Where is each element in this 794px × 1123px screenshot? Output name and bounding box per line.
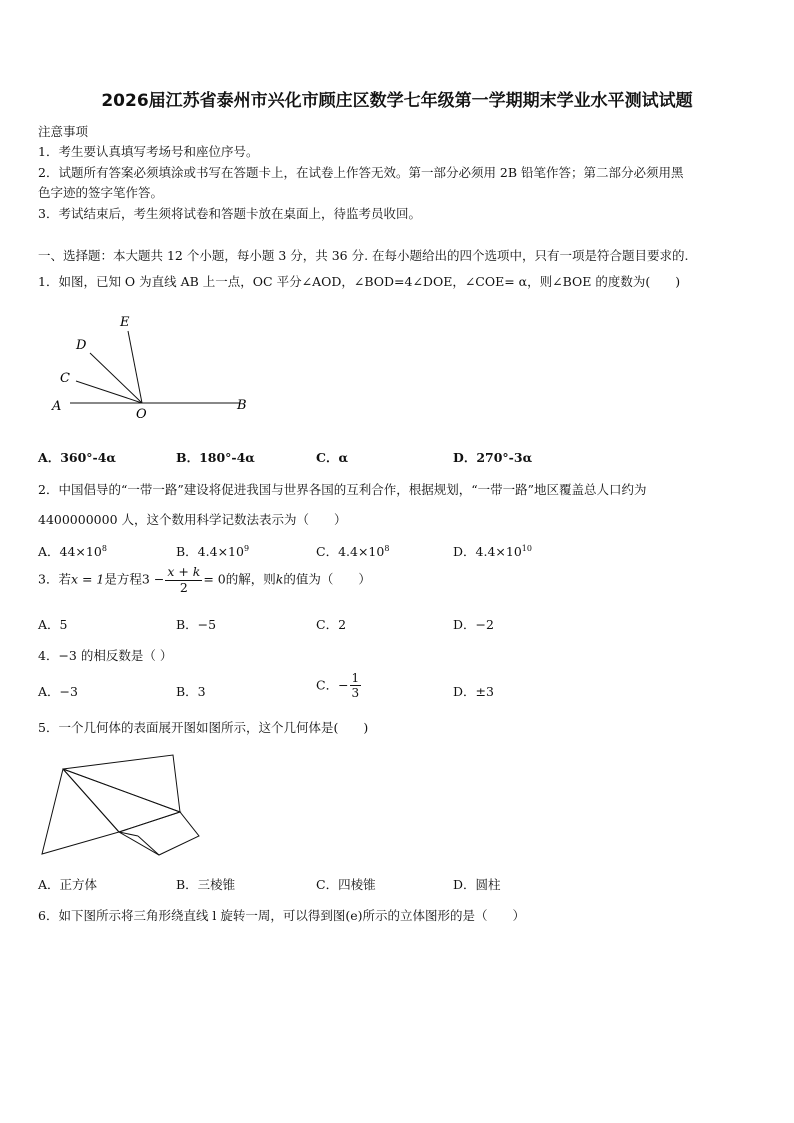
label-D: D — [76, 338, 87, 353]
label-E: E — [120, 315, 130, 330]
q4-fraction: $\frac{1}{3}$ — [351, 671, 360, 700]
q4-option-a[interactable]: A．−3 — [38, 684, 78, 699]
q5-net-diagram — [38, 750, 208, 860]
q3-option-c[interactable]: C．2 — [316, 617, 347, 632]
q1-option-c[interactable]: C．α — [316, 450, 349, 465]
notice-heading: 注意事项 — [38, 124, 89, 139]
q3-option-a[interactable]: A．5 — [38, 617, 68, 632]
q5-option-d[interactable]: D．圆柱 — [453, 877, 501, 892]
q4-option-d[interactable]: D．±3 — [453, 684, 494, 699]
exam-title: 2026届江苏省泰州市兴化市顾庄区数学七年级第一学期期末学业水平测试试题 — [101, 91, 693, 111]
notice-item-2-cont: 色字迹的签字笔作答。 — [38, 185, 164, 200]
label-C: C — [60, 371, 70, 386]
label-O: O — [136, 407, 147, 422]
q5-option-b[interactable]: B．三棱锥 — [176, 877, 236, 892]
q3-fraction: $\frac{x + k}{2}$ — [167, 564, 201, 595]
q4-option-b[interactable]: B．3 — [176, 684, 206, 699]
notice-item-2: 2．试题所有答案必须填涂或书写在答题卡上，在试卷上作答无效。第一部分必须用 2B 铅笔作答；第二部分必须用黑 — [38, 165, 684, 180]
q2-option-a[interactable]: A．$44\times 10^8$ — [38, 543, 107, 559]
q1-angle-diagram — [40, 305, 270, 430]
q2-option-d[interactable]: D．$4.4\times 10^{10}$ — [453, 543, 532, 559]
q2-stem-line2: 4400000000 人，这个数用科学记数法表示为（ ） — [38, 512, 347, 527]
q5-option-c[interactable]: C．四棱锥 — [316, 877, 376, 892]
q3-stem: 3．若x = 1是方程3 − $\frac{x + k}{2}$ = 0的解，则k的值为（ ） — [38, 564, 371, 595]
q6-stem: 6．如下图所示将三角形绕直线 l 旋转一周，可以得到图(e)所示的立体图形的是（ ） — [38, 908, 526, 923]
notice-item-1: 1．考生要认真填写考场号和座位序号。 — [38, 144, 259, 159]
q4-stem: 4．−3 的相反数是（ ） — [38, 648, 173, 663]
q3-option-b[interactable]: B．−5 — [176, 617, 217, 632]
q5-option-a[interactable]: A．正方体 — [38, 877, 98, 892]
notice-item-3: 3．考试结束后，考生须将试卷和答题卡放在桌面上，待监考员收回。 — [38, 206, 421, 221]
q2-option-b[interactable]: B．$4.4\times 10^9$ — [176, 543, 250, 559]
q1-stem: 1．如图，已知 O 为直线 AB 上一点，OC 平分∠AOD，∠BOD=4∠DOE，∠COE= α，则∠BOE 的度数为( ) — [38, 274, 681, 289]
q2-option-c[interactable]: C．$4.4\times 10^8$ — [316, 543, 390, 559]
section-heading: 一、选择题：本大题共 12 个小题，每小题 3 分，共 36 分. 在每小题给出的四个选项中，只有一项是符合题目要求的. — [38, 248, 689, 263]
q4-option-c[interactable]: C．− $\frac{1}{3}$ — [316, 671, 360, 700]
q1-option-b[interactable]: B．180°-4α — [176, 450, 255, 465]
q3-option-d[interactable]: D．−2 — [453, 617, 494, 632]
q2-stem-line1: 2．中国倡导的“一带一路”建设将促进我国与世界各国的互利合作，根据规划，“一带一路”地区覆盖总人口约为 — [38, 482, 647, 497]
q1-option-d[interactable]: D．270°-3α — [453, 450, 533, 465]
q5-stem: 5．一个几何体的表面展开图如图所示，这个几何体是( ) — [38, 720, 369, 735]
label-B: B — [237, 398, 247, 413]
q1-option-a[interactable]: A．360°-4α — [38, 450, 117, 465]
label-A: A — [52, 399, 62, 414]
